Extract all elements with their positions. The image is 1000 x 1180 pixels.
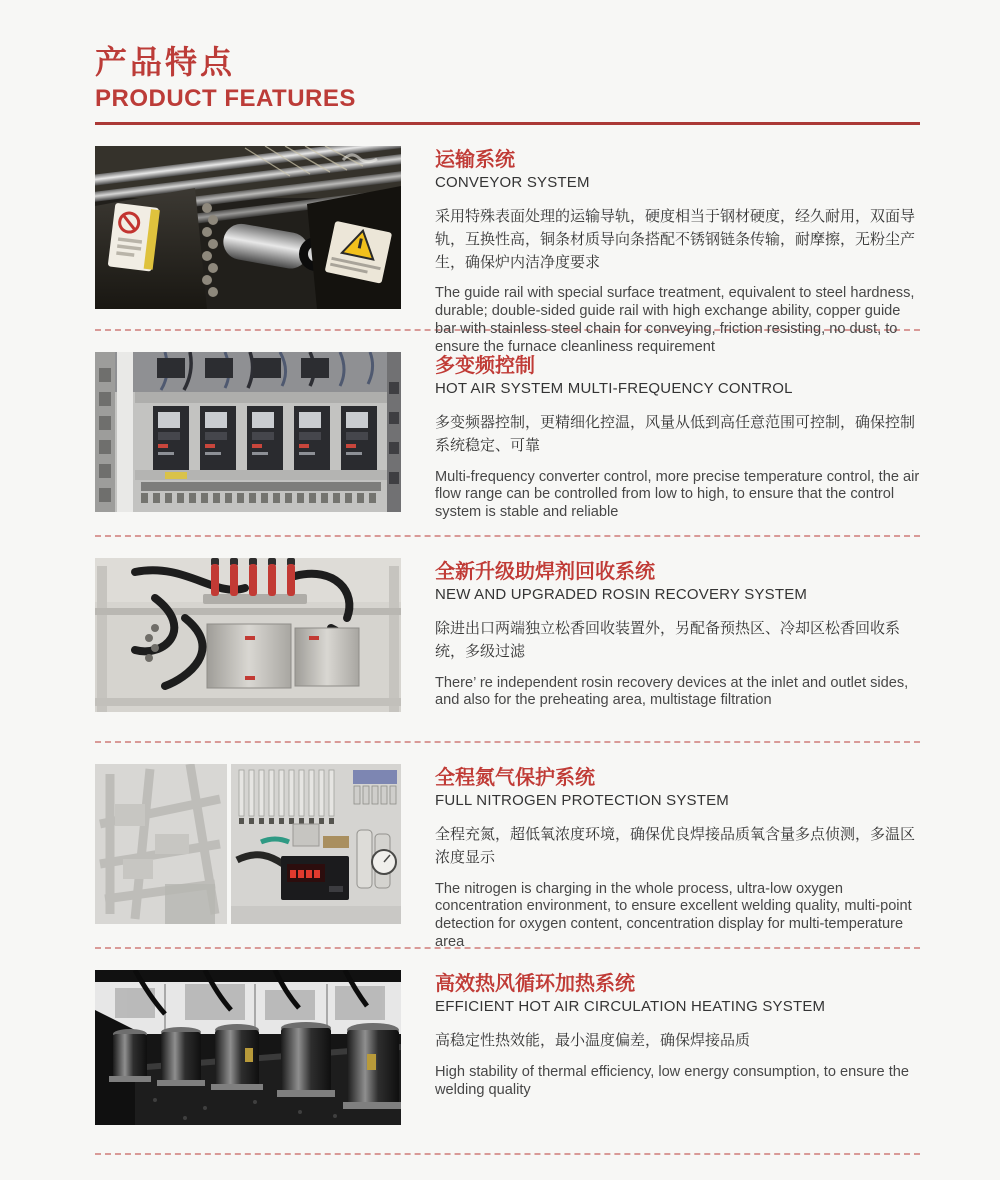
feature-desc-zh: 全程充氮，超低氧浓度环境，确保优良焊接品质氧含量多点侦测，多温区浓度显示 — [435, 825, 916, 866]
hot-air-circulation-motors-photo — [95, 970, 401, 1153]
feature-section-heating-system — [95, 949, 920, 1155]
feature-desc-en: The nitrogen is charging in the whole process, ultra-low oxygen concentration environment, to ensure excellent welding quality, multi-point detection for oxygen content, concentration display for multi-temperature area — [435, 880, 912, 950]
feature-title-zh: 多变频控制 — [435, 355, 535, 378]
feature-desc-en: The guide rail with special surface treatment, equivalent to steel hardness, durable; double-sided guide rail with high exchange ability, copper guide bar with stainless steel chain for conveying, friction resisting, no dust, to ensure the furnace cleanliness requirement — [435, 285, 915, 355]
feature-title-en: CONVEYOR SYSTEM — [435, 174, 590, 192]
nitrogen-system-photos-pair — [95, 764, 401, 947]
frequency-converter-cabinet-photo — [95, 352, 401, 535]
oxygen-meter-panel-photo-graphic — [231, 764, 401, 924]
feature-title-zh: 全新升级助焊剂回收系统 — [435, 561, 655, 584]
feature-desc-en: There’ re independent rosin recovery devices at the inlet and outlet sides, and also for the preheating area, multistage filtration — [435, 674, 909, 709]
feature-title-zh: 全程氮气保护系统 — [435, 767, 595, 790]
feature-title-en: EFFICIENT HOT AIR CIRCULATION HEATING SYSTEM — [435, 998, 826, 1016]
feature-title-zh: 运输系统 — [435, 149, 515, 172]
rosin-recovery-photo-graphic — [95, 558, 401, 712]
page-title-en: PRODUCT FEATURES — [95, 84, 356, 112]
conveyor-chain-and-rollers-photo — [95, 146, 401, 329]
cabinet-photo-graphic — [95, 352, 401, 512]
page-title-zh: 产品特点 — [95, 44, 236, 80]
feature-title-en: FULL NITROGEN PROTECTION SYSTEM — [435, 792, 730, 810]
feature-desc-zh: 多变频器控制，更精细化控温，风量从低到高任意范围可控制，确保控制系统稳定、可靠 — [435, 413, 916, 454]
feature-title-en: HOT AIR SYSTEM MULTI-FREQUENCY CONTROL — [435, 380, 793, 398]
rosin-recovery-unit-photo — [95, 558, 401, 741]
feature-title-zh: 高效热风循环加热系统 — [435, 973, 635, 996]
page-header — [95, 44, 920, 125]
feature-desc-zh: 除进出口两端独立松香回收装置外，另配备预热区、冷却区松香回收系统，多级过滤 — [435, 619, 901, 660]
feature-section-rosin-recovery — [95, 537, 920, 743]
heating-motors-photo-graphic — [95, 970, 401, 1125]
feature-section-conveyor — [95, 125, 920, 355]
feature-desc-zh: 高稳定性热效能，最小温度偏差，确保焊接品质 — [435, 1031, 751, 1049]
feature-desc-en: High stability of thermal efficiency, low energy consumption, to ensure the welding quality — [435, 1063, 909, 1098]
conveyor-photo-graphic — [95, 146, 401, 309]
feature-desc-zh: 采用特殊表面处理的运输导轨，硬度相当于钢材硬度，经久耐用，双面导轨，互换性高，铜条材质导向条搭配不锈钢链条传输，耐摩擦，无粉尘产生，确保炉内洁净度要求 — [435, 207, 916, 271]
feature-desc-en: Multi-frequency converter control, more precise temperature control, the air flow range can be controlled from low to high, to ensure that the control system is stable and reliable — [435, 468, 920, 521]
machine-frame-photo-graphic — [95, 764, 227, 924]
feature-section-nitrogen-protection — [95, 743, 920, 949]
feature-section-frequency-control — [95, 331, 920, 537]
feature-title-en: NEW AND UPGRADED ROSIN RECOVERY SYSTEM — [435, 586, 808, 604]
